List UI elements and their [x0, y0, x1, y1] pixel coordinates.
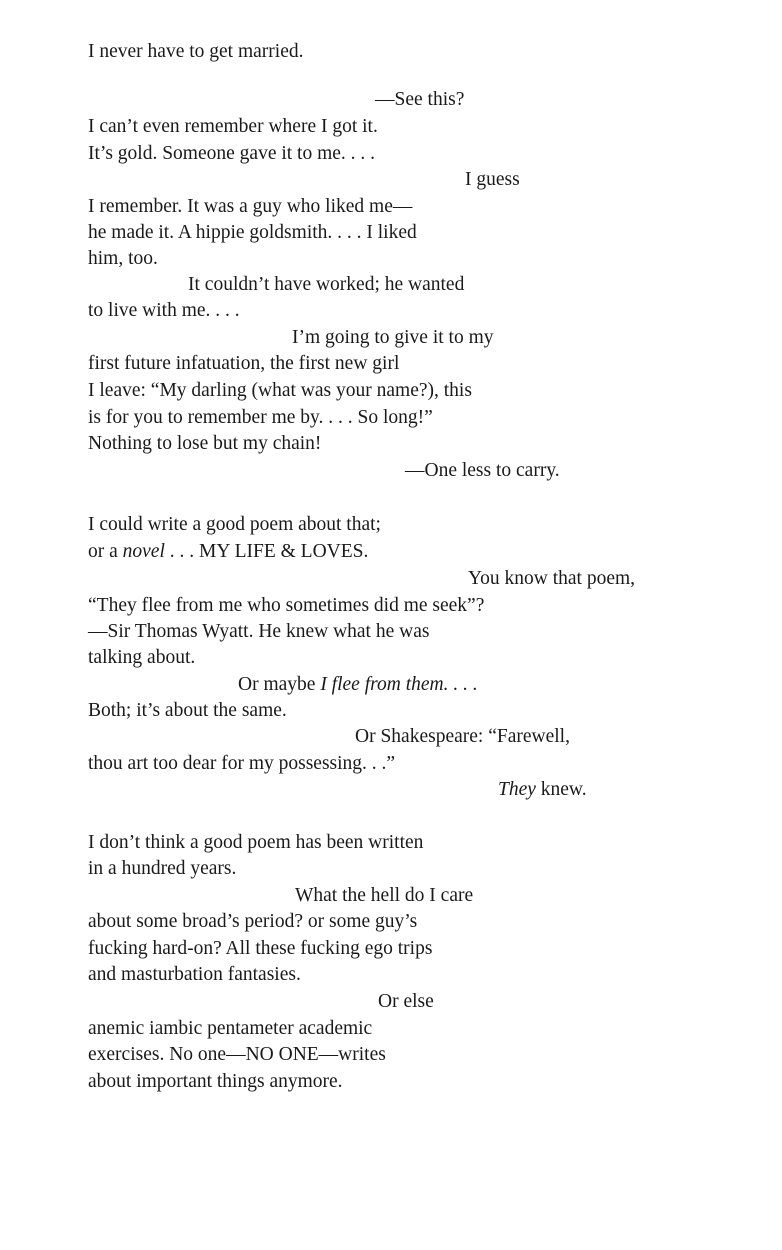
poem-line: in a hundred years.	[88, 858, 237, 879]
poem-text: knew.	[535, 779, 587, 800]
poem-line: about important things anymore.	[88, 1071, 343, 1092]
poem-line: “They flee from me who sometimes did me seek”?	[88, 595, 485, 616]
poem-line: Or else	[378, 991, 434, 1012]
poem-text: Or maybe	[238, 674, 321, 695]
poem-line: I’m going to give it to my	[292, 327, 494, 348]
poem-line: he made it. A hippie goldsmith. . . . I liked	[88, 222, 417, 243]
poem-line: You know that poem,	[468, 568, 636, 589]
poem-italic-text: I flee from them. . . .	[320, 674, 478, 695]
poem-line: It couldn’t have worked; he wanted	[188, 274, 465, 295]
poem-italic-text: They	[498, 779, 536, 800]
poem-text: or a	[88, 541, 123, 562]
poem-line	[498, 777, 587, 803]
poem-line: is for you to remember me by. . . . So long!”	[88, 407, 433, 428]
poem-line: —One less to carry.	[405, 460, 560, 481]
poem-line: What the hell do I care	[295, 885, 474, 906]
poem-line: I never have to get married.	[88, 41, 304, 62]
poem-line: —Sir Thomas Wyatt. He knew what he was	[88, 621, 430, 642]
poem-line: I remember. It was a guy who liked me—	[88, 196, 413, 217]
poem-line: I guess	[465, 169, 520, 190]
poem-line: Nothing to lose but my chain!	[88, 433, 322, 454]
poem-line: fucking hard-on? All these fucking ego trips	[88, 938, 433, 959]
poem-line: Both; it’s about the same.	[88, 700, 287, 721]
poem-line: I could write a good poem about that;	[88, 514, 381, 535]
poem-italic-text: novel	[122, 541, 165, 562]
poem-line: exercises. No one—NO ONE—writes	[88, 1044, 386, 1065]
poem-line: first future infatuation, the first new girl	[88, 353, 400, 374]
poem-line: to live with me. . . .	[88, 300, 240, 321]
poem-line: Or Shakespeare: “Farewell,	[355, 726, 570, 747]
poem-line: —See this?	[375, 89, 465, 110]
poem-line: talking about.	[88, 647, 196, 668]
poem-line: anemic iambic pentameter academic	[88, 1018, 373, 1039]
poem-line: I leave: “My darling (what was your name?), this	[88, 380, 472, 401]
poem-line	[88, 539, 368, 565]
poem-line: It’s gold. Someone gave it to me. . . .	[88, 143, 376, 164]
poem-line: him, too.	[88, 248, 158, 269]
poem-line: about some broad’s period? or some guy’s	[88, 911, 418, 932]
poem-line: and masturbation fantasies.	[88, 964, 301, 985]
poem-text: . . . MY LIFE & LOVES.	[164, 541, 369, 562]
poem-line: thou art too dear for my possessing. . .”	[88, 753, 396, 774]
poem-line	[238, 672, 478, 698]
poem-line: I don’t think a good poem has been written	[88, 832, 424, 853]
poem-line: I can’t even remember where I got it.	[88, 116, 378, 137]
